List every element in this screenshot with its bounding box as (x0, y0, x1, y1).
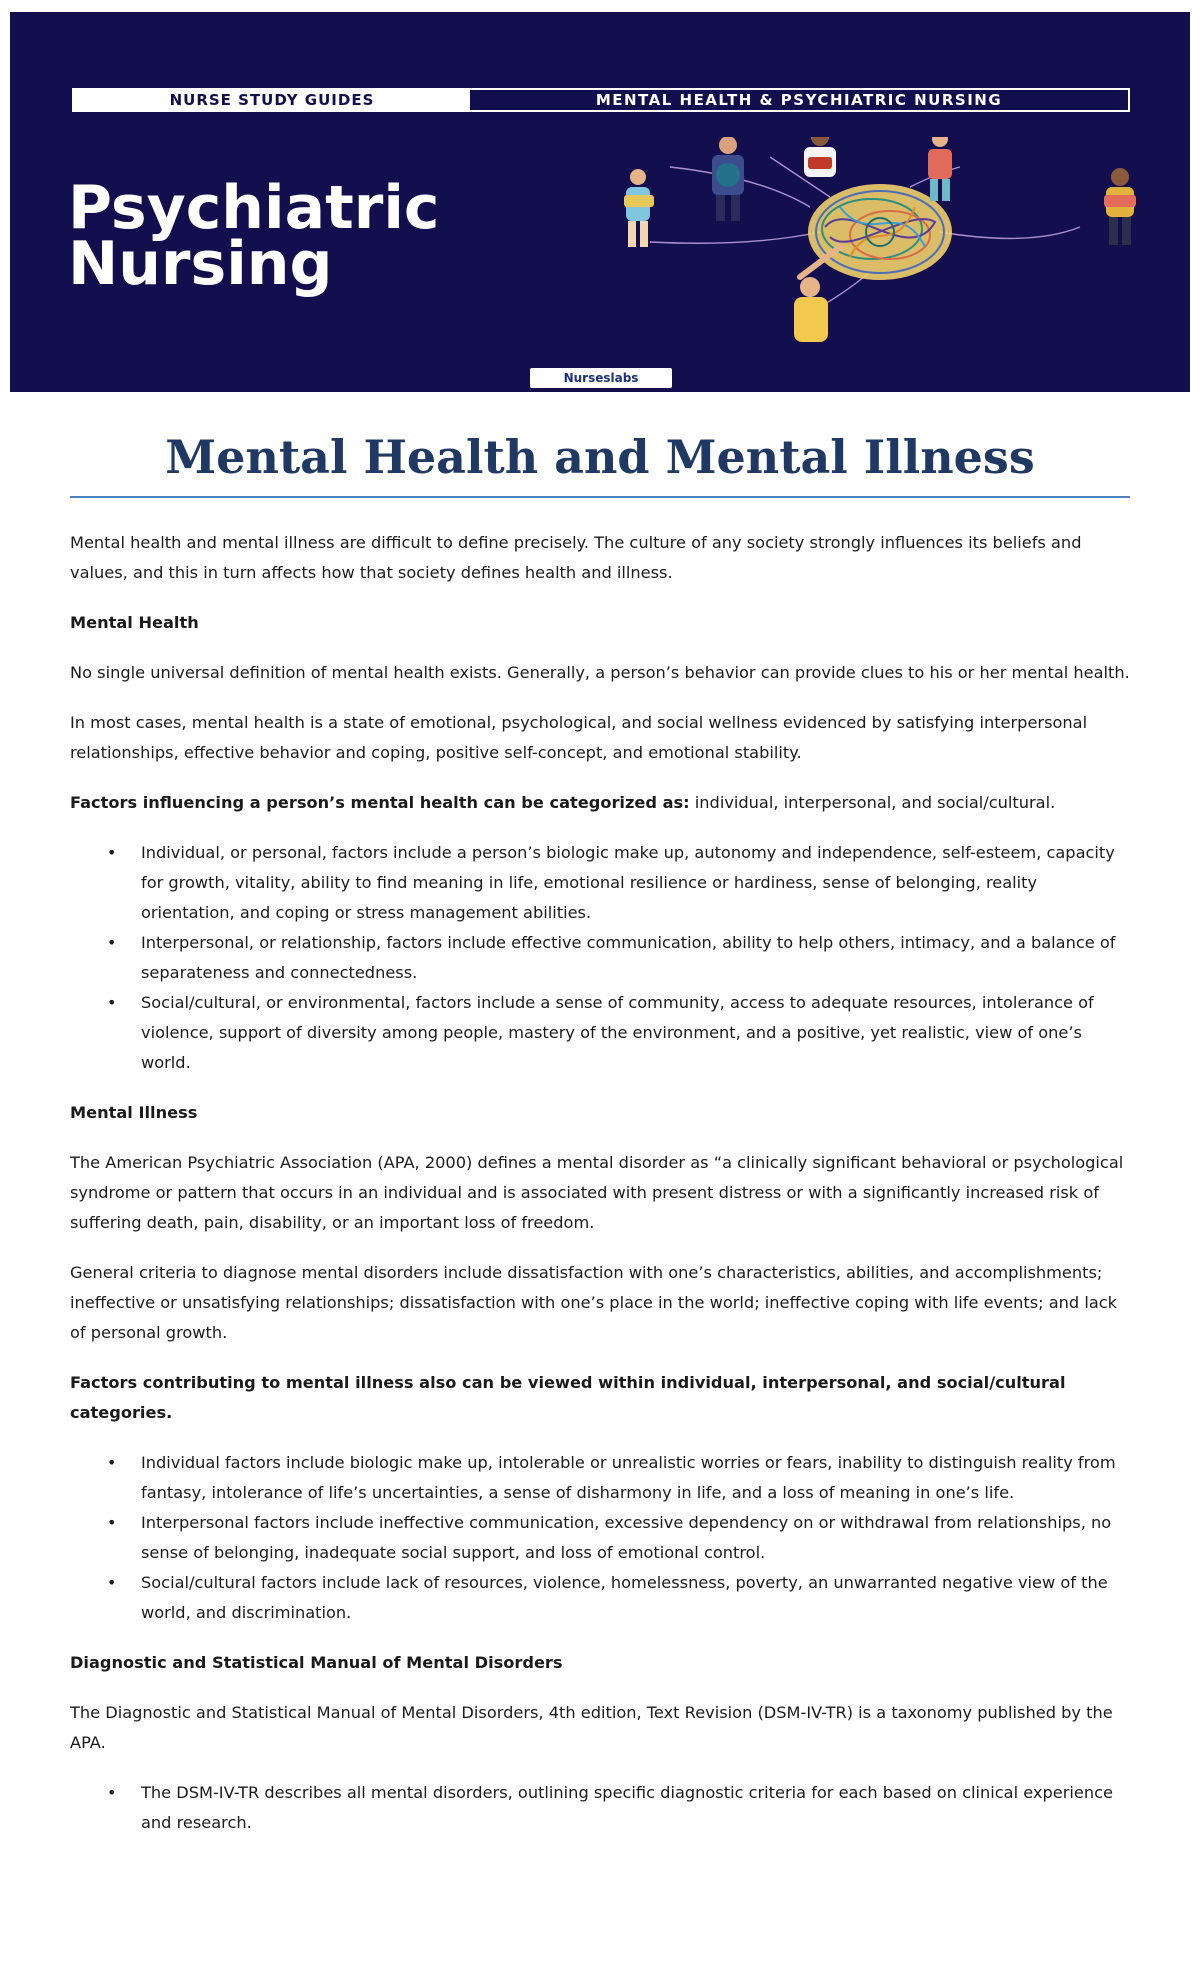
paragraph: In most cases, mental health is a state of emotional, psychological, and social wellness evidenced by satisfying interpersonal relationships, effective behavior and coping, positive self-concept, and emotional stability. (70, 713, 1088, 762)
factors-paragraph (70, 788, 1130, 818)
page-title: Mental Health and Mental Illness (165, 430, 1035, 484)
banner-title-line-1: Psychiatric (68, 173, 440, 243)
person-figure-icon (624, 169, 654, 247)
section-heading-mental-health: Mental Health (70, 613, 199, 632)
list-item: • Interpersonal factors include ineffective communication, excessive dependency on or withdrawal from relationships, no sense of belonging, inadequate social support, and loss of emotional control. (141, 1508, 1130, 1568)
dsm-list (70, 1778, 1130, 1838)
header-banner (10, 12, 1190, 392)
subject-label: MENTAL HEALTH & PSYCHIATRIC NURSING (595, 91, 1003, 109)
person-figure-icon (712, 137, 744, 221)
brain-illustration (610, 137, 1170, 352)
paragraph: The Diagnostic and Statistical Manual of Mental Disorders, 4th edition, Text Revision (DSM-IV-TR) is a taxonomy published by the APA. (70, 1703, 1113, 1752)
factors-categories: individual, interpersonal, and social/cultural. (689, 793, 1056, 812)
list-item: • Social/cultural factors include lack of resources, violence, homelessness, poverty, an unwarranted negative view of the world, and discrimination. (141, 1568, 1130, 1628)
person-figure-icon (928, 137, 952, 201)
list-item: • Individual factors include biologic make up, intolerable or unrealistic worries or fears, inability to distinguish reality from fantasy, intolerance of life’s uncertainties, a sense of disharmony in life, and a loss of meaning in one’s life. (141, 1448, 1130, 1508)
section-heading-dsm: Diagnostic and Statistical Manual of Mental Disorders (70, 1653, 563, 1672)
title-underline (70, 496, 1130, 498)
person-figure-icon (804, 137, 836, 177)
brand-logo: Nurseslabs (530, 368, 672, 388)
person-figure-icon (1104, 168, 1136, 245)
paragraph: No single universal definition of mental health exists. Generally, a person’s behavior can provide clues to his or her mental health. (70, 663, 1130, 682)
list-item: • The DSM-IV-TR describes all mental disorders, outlining specific diagnostic criteria for each based on clinical experience and research. (141, 1778, 1130, 1838)
banner-title-line-2: Nursing (68, 229, 333, 299)
document-body (70, 528, 1130, 1858)
factors-heading: Factors contributing to mental illness also can be viewed within individual, interpersonal, and social/cultural categories. (70, 1373, 1066, 1422)
factors-lead-in: Factors influencing a person’s mental health can be categorized as: (70, 793, 690, 812)
section-heading-mental-illness: Mental Illness (70, 1103, 198, 1122)
series-label: NURSE STUDY GUIDES (74, 90, 470, 110)
banner-title (68, 173, 440, 299)
guide-label-bar (72, 88, 1130, 112)
list-item: • Individual, or personal, factors include a person’s biologic make up, autonomy and independence, self-esteem, capacity for growth, vitality, ability to find meaning in life, emotional resilience or hardiness, sense of belonging, reality orientation, and coping or stress management abilities. (141, 838, 1130, 928)
list-item: • Interpersonal, or relationship, factors include effective communication, ability to help others, intimacy, and a balance of separateness and connectedness. (141, 928, 1130, 988)
mental-illness-factors-list (70, 1448, 1130, 1628)
paragraph: The American Psychiatric Association (APA, 2000) defines a mental disorder as “a clinically significant behavioral or psychological syndrome or pattern that occurs in an individual and is associated with present distress or with a significantly increased risk of suffering death, pain, disability, or an important loss of freedom. (70, 1153, 1124, 1232)
mental-health-factors-list (70, 838, 1130, 1078)
intro-paragraph: Mental health and mental illness are difficult to define precisely. The culture of any society strongly influences its beliefs and values, and this in turn affects how that society defines health and illness. (70, 533, 1082, 582)
list-item: • Social/cultural, or environmental, factors include a sense of community, access to adequate resources, intolerance of violence, support of diversity among people, mastery of the environment, and a positive, yet realistic, view of one’s world. (141, 988, 1130, 1078)
paragraph: General criteria to diagnose mental disorders include dissatisfaction with one’s characteristics, abilities, and accomplishments; ineffective or unsatisfying relationships; dissatisfaction with one’s place in the world; ineffective coping with life events; and lack of personal growth. (70, 1263, 1118, 1342)
